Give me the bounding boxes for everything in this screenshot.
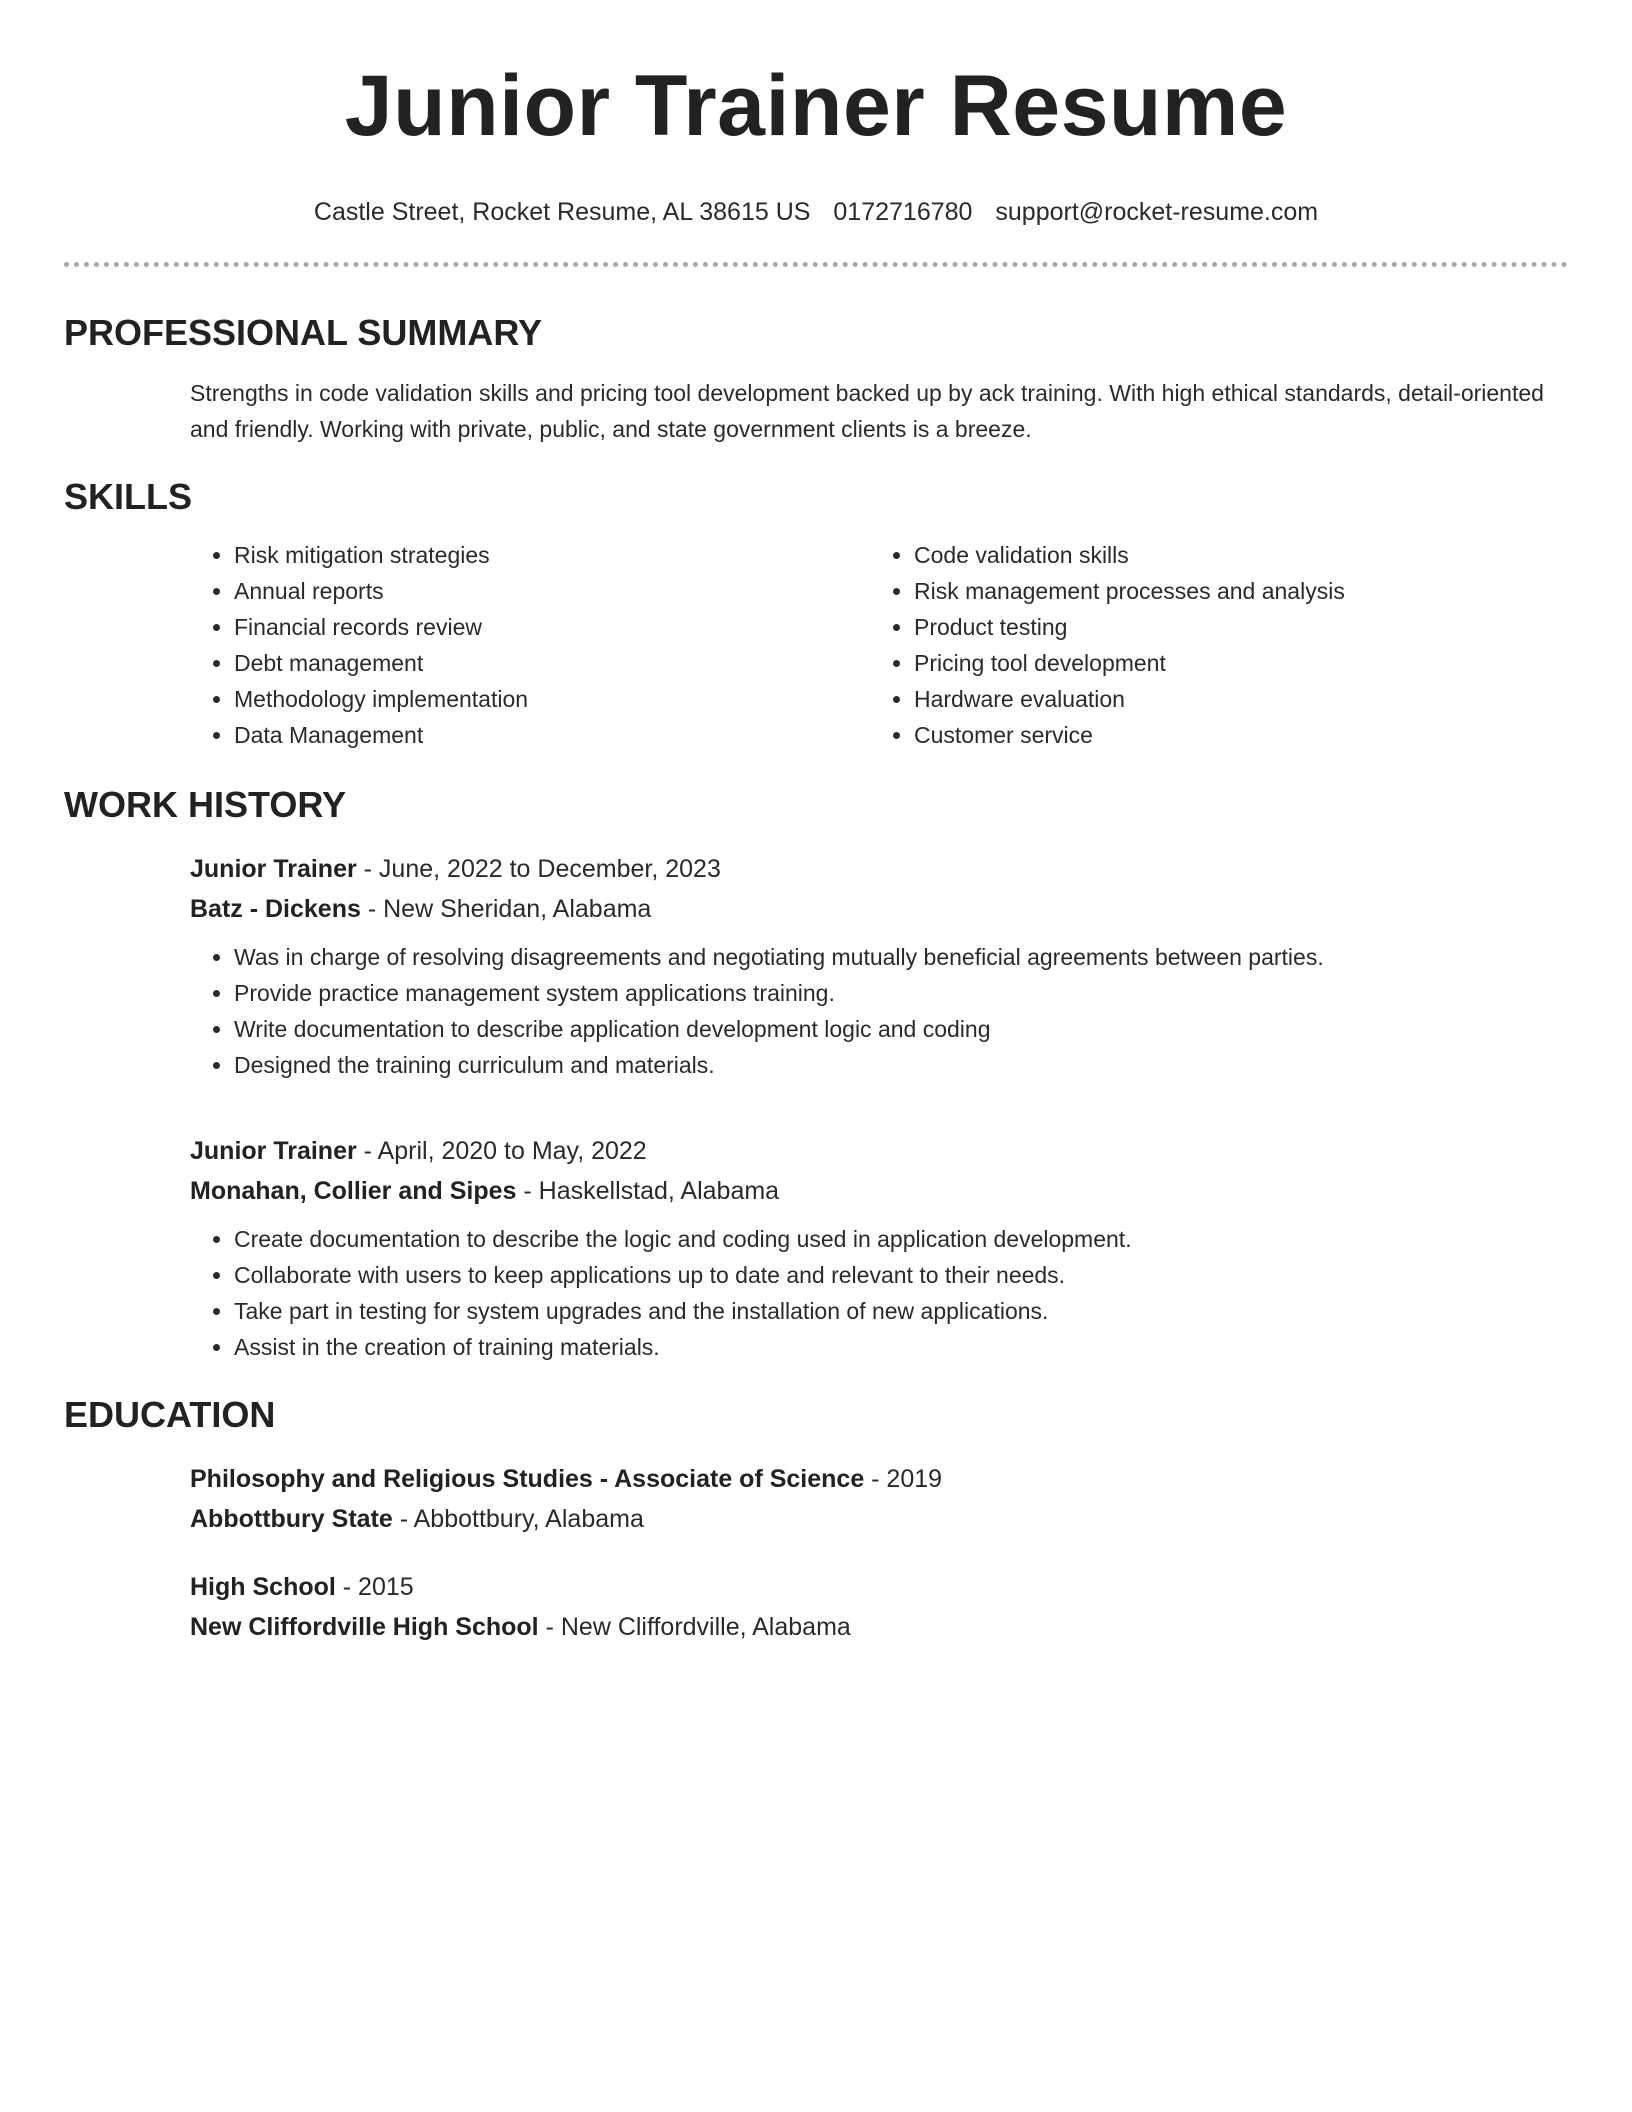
contact-line bbox=[64, 196, 1568, 228]
contact-phone: 0172716780 bbox=[833, 198, 973, 226]
contact-address: Castle Street, Rocket Resume, AL 38615 US bbox=[313, 198, 811, 226]
skill-item: • Data Management bbox=[234, 717, 870, 753]
skill-item: • Financial records review bbox=[234, 609, 870, 645]
education-section bbox=[64, 1393, 1568, 1647]
resume-title: Junior Trainer Resume bbox=[344, 58, 1288, 154]
work-history-section bbox=[64, 783, 1568, 1365]
job-duty: • Designed the training curriculum and materials. bbox=[234, 1047, 1568, 1083]
skill-item: • Risk management processes and analysis bbox=[914, 573, 1550, 609]
education-degree: Philosophy and Religious Studies - Associate of Science bbox=[190, 1465, 865, 1493]
summary-section bbox=[64, 311, 1568, 447]
education-location: - Abbottbury, Alabama bbox=[392, 1505, 644, 1533]
job-entry bbox=[190, 849, 1568, 1083]
job-duty: • Write documentation to describe application development logic and coding bbox=[234, 1011, 1568, 1047]
header-divider bbox=[64, 262, 1568, 267]
education-location: - New Cliffordville, Alabama bbox=[538, 1613, 851, 1641]
skill-item: • Customer service bbox=[914, 717, 1550, 753]
education-school: Abbottbury State bbox=[190, 1505, 393, 1533]
job-company-line bbox=[190, 889, 1568, 929]
skills-grid bbox=[190, 537, 1568, 753]
education-school-line bbox=[190, 1499, 1568, 1539]
work-history-heading: WORK HISTORY bbox=[64, 784, 347, 825]
job-duty: • Collaborate with users to keep applications up to date and relevant to their needs. bbox=[234, 1257, 1568, 1293]
education-school: New Cliffordville High School bbox=[190, 1613, 539, 1641]
job-dates: - April, 2020 to May, 2022 bbox=[356, 1137, 647, 1165]
skill-item: • Annual reports bbox=[234, 573, 870, 609]
education-entry bbox=[190, 1567, 1568, 1647]
job-location: - New Sheridan, Alabama bbox=[360, 895, 652, 923]
job-duties-list bbox=[190, 1221, 1568, 1365]
education-entry bbox=[190, 1459, 1568, 1539]
summary-text: Strengths in code validation skills and pricing tool development backed up by ack training. With high ethical standards, detail-oriented and friendly. Working with private, public, and state government clients is a breeze. bbox=[190, 380, 1544, 442]
job-duty: • Take part in testing for system upgrades and the installation of new applications. bbox=[234, 1293, 1568, 1329]
job-duty: • Assist in the creation of training materials. bbox=[234, 1329, 1568, 1365]
skill-item: • Code validation skills bbox=[914, 537, 1550, 573]
education-year: - 2015 bbox=[335, 1573, 414, 1601]
skill-item: • Hardware evaluation bbox=[914, 681, 1550, 717]
education-degree-line bbox=[190, 1459, 1568, 1499]
job-role: Junior Trainer bbox=[190, 855, 357, 883]
job-role-line bbox=[190, 849, 1568, 889]
skill-item: • Methodology implementation bbox=[234, 681, 870, 717]
skill-item: • Risk mitigation strategies bbox=[234, 537, 870, 573]
job-company-line bbox=[190, 1171, 1568, 1211]
job-duty: • Create documentation to describe the logic and coding used in application development. bbox=[234, 1221, 1568, 1257]
job-location: - Haskellstad, Alabama bbox=[516, 1177, 780, 1205]
education-heading: EDUCATION bbox=[64, 1394, 276, 1435]
contact-email: support@rocket-resume.com bbox=[995, 198, 1319, 226]
job-duty: • Was in charge of resolving disagreements and negotiating mutually beneficial agreements between parties. bbox=[234, 939, 1568, 975]
resume-header bbox=[64, 0, 1568, 228]
skill-item: • Pricing tool development bbox=[914, 645, 1550, 681]
job-role-line bbox=[190, 1131, 1568, 1171]
skill-item: • Product testing bbox=[914, 609, 1550, 645]
education-school-line bbox=[190, 1607, 1568, 1647]
skill-item: • Debt management bbox=[234, 645, 870, 681]
education-degree: High School bbox=[190, 1573, 336, 1601]
education-degree-line bbox=[190, 1567, 1568, 1607]
job-entry bbox=[190, 1131, 1568, 1365]
job-duty: • Provide practice management system applications training. bbox=[234, 975, 1568, 1011]
job-company: Monahan, Collier and Sipes bbox=[190, 1177, 517, 1205]
job-role: Junior Trainer bbox=[190, 1137, 357, 1165]
job-duties-list bbox=[190, 939, 1568, 1083]
skills-heading: SKILLS bbox=[64, 476, 193, 517]
skills-list-left bbox=[190, 537, 870, 753]
education-year: - 2019 bbox=[864, 1465, 943, 1493]
job-company: Batz - Dickens bbox=[190, 895, 361, 923]
skills-list-right bbox=[870, 537, 1550, 753]
summary-heading: PROFESSIONAL SUMMARY bbox=[64, 312, 543, 353]
job-dates: - June, 2022 to December, 2023 bbox=[356, 855, 721, 883]
skills-section bbox=[64, 475, 1568, 753]
